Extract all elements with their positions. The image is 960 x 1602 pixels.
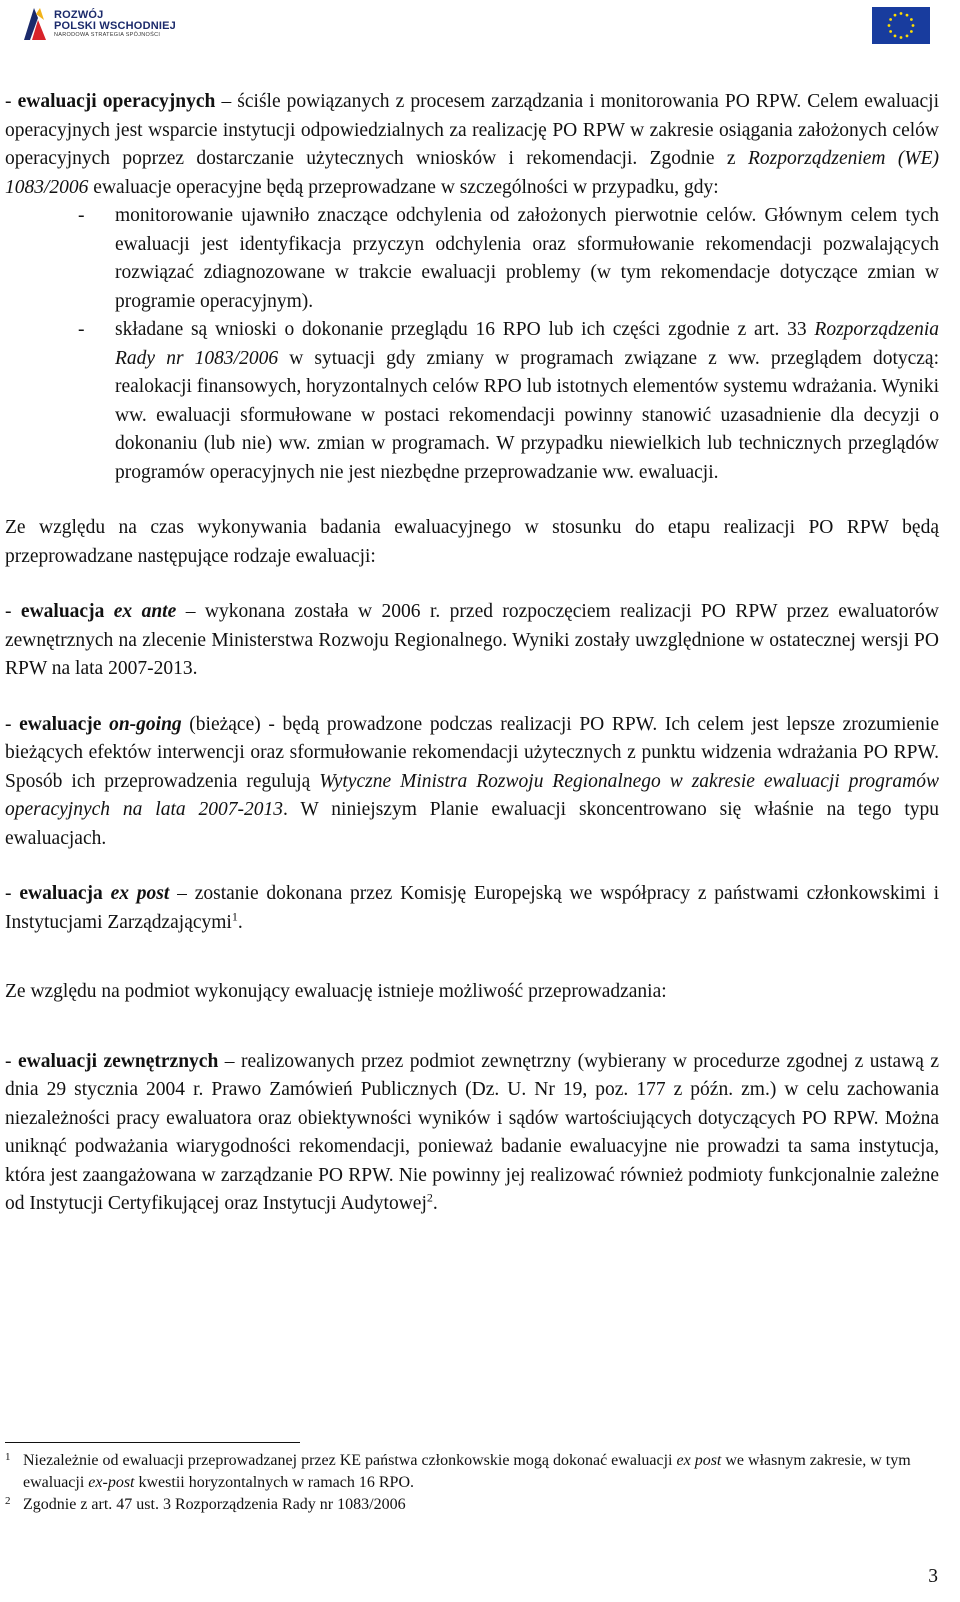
rpw-logo-text — [54, 10, 176, 39]
eu-star-icon — [894, 34, 897, 37]
logo-line-3: NARODOWA STRATEGIA SPÓJNOŚCI — [54, 31, 161, 38]
list-item: - monitorowanie ujawniło znaczące odchylenia od założonych pierwotnie celów. Głównym celem tych ewaluacji jest identyfikacja przyczyn odchylenia oraz sformułowanie rekomendacji pozwalających rozwiązać zdiagnozowane w trakcie ewaluacji problemy (w tym rekomendacje dotyczące zmian w programie operacyjnym). — [78, 205, 939, 312]
eu-star-icon — [888, 24, 891, 27]
rpw-logo-mark-icon — [22, 6, 48, 42]
paragraph-ex-ante: - ewaluacja ex ante – wykonana została w 2006 r. przed rozpoczęciem realizacji PO RPW przez ewaluatorów zewnętrznych na zlecenie Ministerstwa Rozwoju Regionalnego. Wyniki zostały uwzględnione w ostatecznej wersji PO RPW na lata 2007-2013. — [5, 601, 939, 679]
eu-star-icon — [889, 18, 892, 21]
conditions-list — [5, 202, 939, 487]
paragraph-ex-post: - ewaluacja ex post – zostanie dokonana przez Komisję Europejską we współpracy z państwami członkowskimi i Instytucjami Zarządzającymi$^1$. — [5, 883, 940, 933]
term-operational-evaluation: ewaluacji operacyjnych — [17, 91, 216, 112]
eu-star-icon — [900, 36, 903, 39]
footnote-ref-2[interactable]: 2 — [426, 1190, 433, 1205]
regulation-reference: Rozporządzeniem (WE) 1083/2006 — [5, 148, 939, 198]
footnote-2: 2 Zgodnie z art. 47 ust. 3 Rozporządzenia Rady nr 1083/2006 — [5, 1495, 406, 1513]
paragraph-operational-evaluation: - ewaluacji operacyjnych – ściśle powiązanych z procesem zarządzania i monitorowania PO RPW. Celem ewaluacji operacyjnych jest wsparcie instytucji odpowiedzialnych za realizację PO RPW w zakresie osiągania założonych celów operacyjnych poprzez dostarczanie użytecznych wniosków i rekomendacji. Zgodnie z Rozporządzeniem (WE) 1083/2006 ewaluacje operacyjne będą przeprowadzane w szczególności w przypadku, gdy: — [5, 91, 939, 198]
logo-line-1: ROZWÓJ — [54, 8, 104, 21]
paragraph-performer-intro: Ze względu na podmiot wykonujący ewaluację istnieje możliwość przeprowadzania: — [5, 981, 667, 1002]
logo-line-2: POLSKI WSCHODNIEJ — [54, 19, 176, 32]
footnote-1: 1 Niezależnie od ewaluacji przeprowadzanej przez KE państwa członkowskie mogą dokonać ewaluacji ex post we własnym zakresie, w tym ewaluacji ex-post kwestii horyzontalnych w ramach 16 RPO. — [5, 1451, 911, 1491]
document-body — [5, 88, 939, 1219]
page-number: 3 — [928, 1566, 938, 1587]
list-item: - składane są wnioski o dokonanie przeglądu 16 RPO lub ich części zgodnie z art. 33 Rozporządzenia Rady nr 1083/2006 w sytuacji gdy zmiany w programach związane z ww. przeglądem dotyczą: realokacji finansowych, horyzontalnych celów RPO lub istotnych elementów systemu wdrażania. Wyniki ww. ewaluacji sformułowane w postaci rekomendacji powinny stanowić uzasadnienie dla decyzji o dokonaniu (lub nie) ww. zmian w programach. W przypadku niewielkich lub technicznych przeglądów programów operacyjnych nie jest niezbędne przeprowadzanie ww. ewaluacji. — [78, 319, 939, 483]
eu-star-icon — [910, 30, 913, 33]
eu-star-icon — [912, 24, 915, 27]
footnote-separator — [5, 1442, 300, 1443]
footnotes — [5, 1450, 939, 1516]
eu-flag-icon — [872, 7, 930, 44]
rpw-logo — [22, 6, 176, 42]
paragraph-timing-intro: Ze względu na czas wykonywania badania ewaluacyjnego w stosunku do etapu realizacji PO RPW będą przeprowadzane następujące rodzaje ewaluacji: — [5, 517, 939, 567]
footnote-ref-1[interactable]: 1 — [231, 909, 238, 923]
paragraph-external-evaluation: - ewaluacji zewnętrznych – realizowanych przez podmiot zewnętrzny (wybierany w procedurze zgodnej z ustawą z dnia 29 stycznia 2004 r. Prawo Zamówień Publicznych (Dz. U. Nr 19, poz. 177 z późn. zm.) w celu zachowania niezależności pracy ewaluatora oraz obiektywności wyników i sądów wartościujących dotyczących PO RPW. Można uniknąć podważania wiarygodności rekomendacji, ponieważ badanie ewaluacyjne nie prowadzi ta sama instytucja, która jest zaangażowana w zarządzanie PO RPW. Nie powinny jej realizować również podmioty funkcjonalnie zależne od Instytucji Certyfikującej oraz Instytucji Audytowej$^2$. — [5, 1050, 940, 1214]
eu-star-icon — [900, 12, 903, 15]
eu-star-icon — [894, 14, 897, 17]
eu-star-icon — [889, 30, 892, 33]
page-header — [0, 0, 960, 60]
eu-star-icon — [910, 18, 913, 21]
eu-star-icon — [906, 14, 909, 17]
eu-star-icon — [906, 34, 909, 37]
paragraph-on-going: - ewaluacje on-going (bieżące) - będą prowadzone podczas realizacji PO RPW. Ich celem jest lepsze zrozumienie bieżących efektów interwencji oraz sformułowanie rekomendacji użytecznych z punktu widzenia wdrażania PO RPW. Sposób ich przeprowadzenia regulują Wytyczne Ministra Rozwoju Regionalnego w zakresie ewaluacji programów operacyjnych na lata 2007-2013. W niniejszym Planie ewaluacji skoncentrowano się właśnie na tego typu ewaluacjach. — [5, 713, 939, 849]
